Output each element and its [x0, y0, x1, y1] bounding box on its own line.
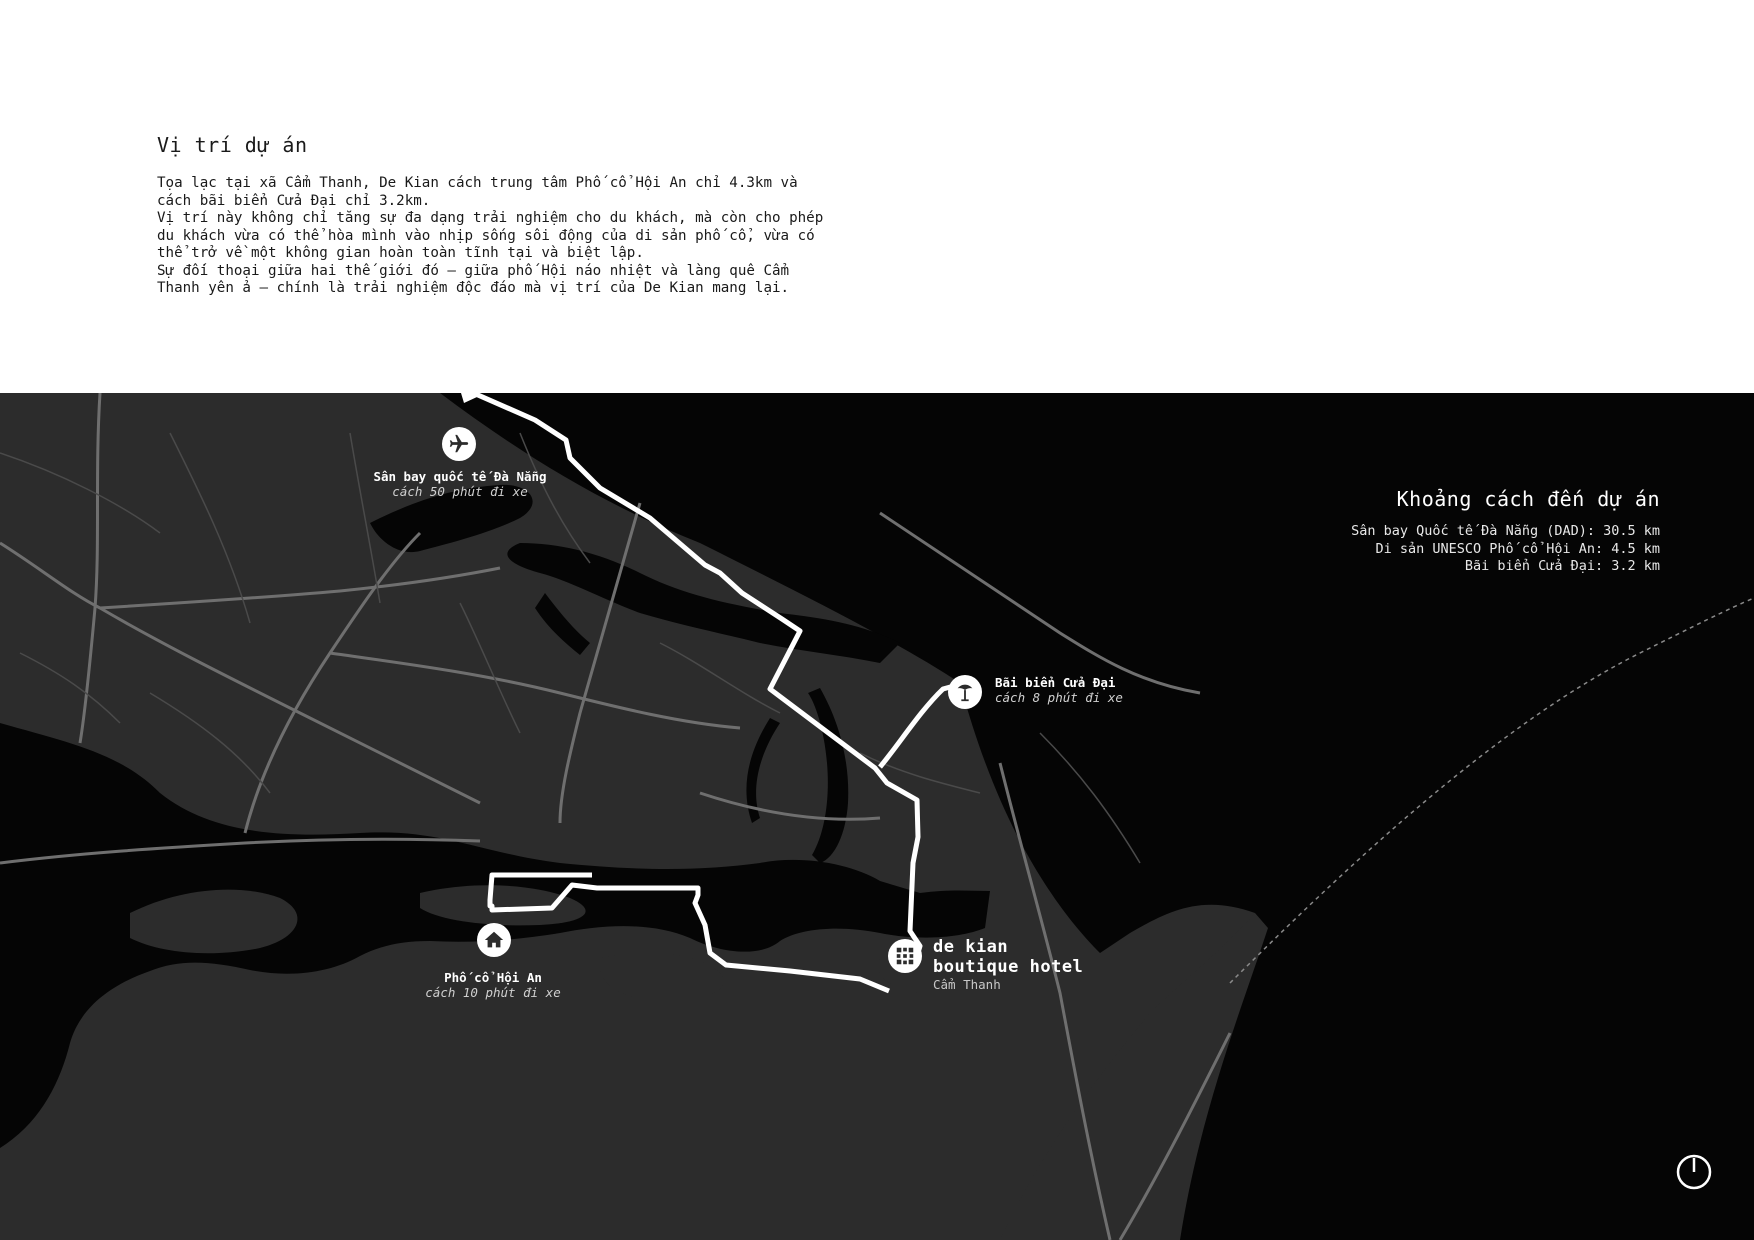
house-icon[interactable]	[477, 923, 511, 957]
old-town-label	[393, 970, 593, 1000]
distance-title: Khoảng cách đến dự án	[1396, 487, 1660, 511]
intro-paragraph: Tọa lạc tại xã Cẩm Thanh, De Kian cách trung tâm Phố cổ Hội An chỉ 4.3km và cách bãi biển Cửa Đại chỉ 3.2km.	[157, 175, 798, 209]
intro-heading: Vị trí dự án	[157, 133, 308, 157]
north-river	[535, 593, 590, 655]
old-town-name: Phố cổ Hội An	[444, 970, 542, 985]
intro-paragraph: Vị trí này không chỉ tăng sự đa dạng trải nghiệm cho du khách, mà còn cho phép du khách vừa có thể hòa mình vào nhịp sống sôi động của di sản phố cổ, vừa có thể trở về một không gian hoàn toàn tĩnh tại và biệt lập.	[157, 210, 824, 261]
plane-icon[interactable]	[442, 427, 476, 461]
intro-section	[157, 133, 837, 298]
airport-label	[360, 469, 560, 499]
airport-name: Sân bay quốc tế Đà Nẵng	[373, 469, 547, 484]
beach-name: Bãi biển Cửa Đại	[995, 675, 1116, 690]
distance-panel	[1351, 487, 1660, 576]
hotel-name-line1: de kian	[933, 937, 1009, 957]
airport-time: cách 50 phút đi xe	[392, 484, 528, 499]
distance-item: Di sản UNESCO Phố cổ Hội An: 4.5 km	[1375, 540, 1660, 557]
north-river	[808, 688, 848, 863]
intro-paragraph: Sự đối thoại giữa hai thế giới đó — giữa phố Hội náo nhiệt và làng quê Cẩm Thanh yên ả — chính là trải nghiệm độc đáo mà vị trí của De Kian mang lại.	[157, 262, 790, 296]
palm-tree-icon[interactable]	[948, 675, 982, 709]
intro-body	[157, 175, 837, 298]
distance-item: Bãi biển Cửa Đại: 3.2 km	[1464, 558, 1660, 574]
river-island	[599, 953, 723, 1001]
power-icon[interactable]	[1676, 1154, 1712, 1190]
old-town-time: cách 10 phút đi xe	[425, 985, 561, 1000]
distance-item: Sân bay Quốc tế Đà Nẵng (DAD): 30.5 km	[1351, 523, 1660, 539]
beach-time: cách 8 phút đi xe	[995, 690, 1123, 705]
hotel-label	[933, 937, 1083, 992]
hotel-logo-icon[interactable]	[888, 939, 922, 973]
hotel-name-line2: boutique hotel	[933, 957, 1084, 977]
hotel-area: Cẩm Thanh	[933, 977, 1001, 992]
beach-label	[995, 675, 1123, 705]
location-map[interactable]	[0, 393, 1754, 1240]
